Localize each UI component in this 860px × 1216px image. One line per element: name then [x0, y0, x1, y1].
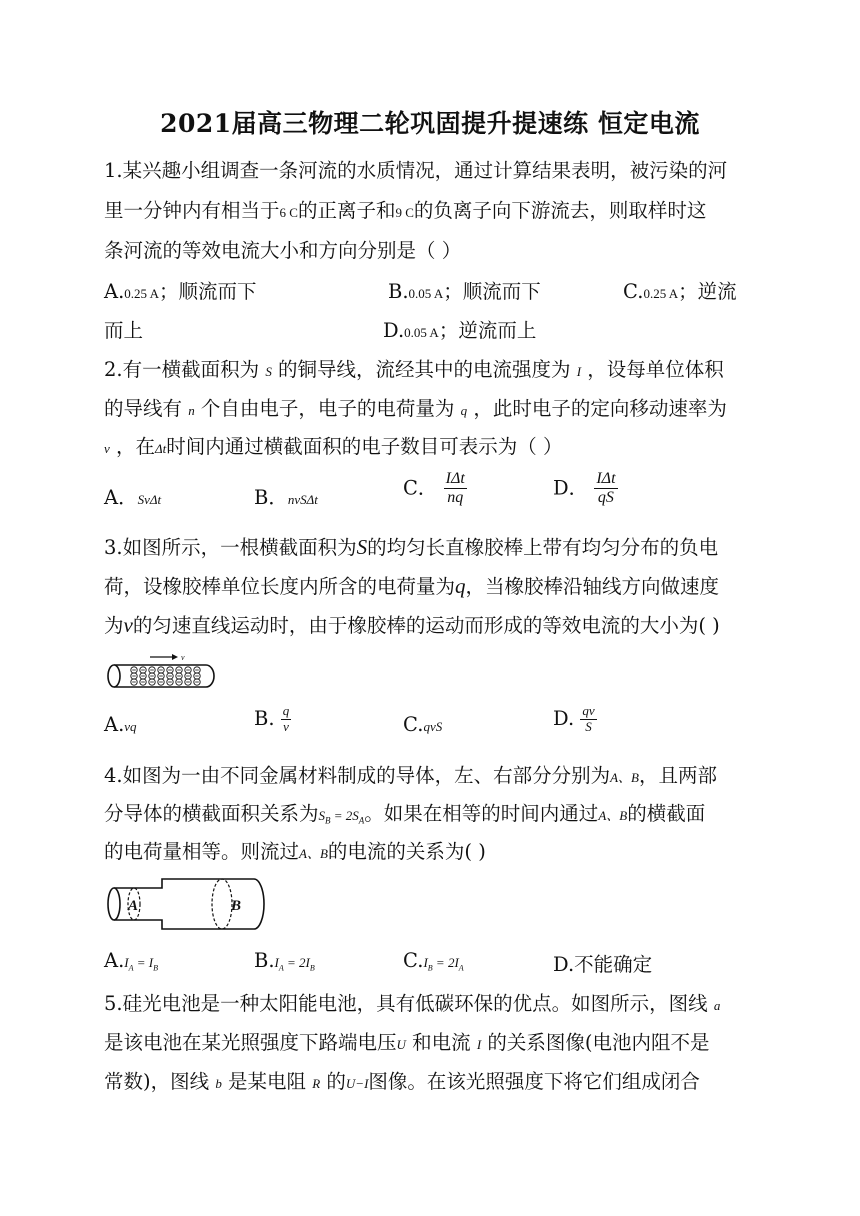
option-label: C.	[623, 280, 644, 303]
option-label: C.	[403, 949, 424, 972]
option-fraction	[281, 704, 292, 735]
option-expression: $I_A = I_B$	[124, 955, 159, 973]
q1-line-3: 条河流的等效电流大小和方向分别是（ ）	[104, 239, 462, 262]
q2-option-c[interactable]	[403, 470, 467, 508]
symbol-ab: A、B	[299, 846, 328, 861]
conductor-figure	[104, 874, 270, 934]
option-text: ；顺流而下	[158, 280, 257, 303]
q1-text: 的负离子向下游流去，则取样时这	[413, 199, 707, 222]
q4-line-3	[104, 836, 486, 864]
q4-option-d[interactable]	[553, 949, 652, 977]
q4-text: 的电荷量相等。则流过	[104, 840, 300, 863]
velocity-arrowhead	[172, 654, 178, 660]
symbol-u: U	[396, 1037, 406, 1052]
q2-text: ，此时电子的定向移动速率为	[473, 397, 727, 420]
q4-text: 分导体的横截面积关系为	[104, 802, 319, 825]
q1-charge-positive: 6 C	[279, 205, 298, 220]
velocity-label: v	[181, 653, 185, 662]
q2-line-3	[104, 431, 562, 459]
q4-text: 4.如图为一由不同金属材料制成的导体，左、右部分分别为	[104, 764, 611, 787]
symbol-delta-t: Δt	[155, 441, 167, 456]
q4-option-a[interactable]	[104, 949, 158, 973]
q3-option-b[interactable]	[254, 704, 291, 735]
symbol-q: q	[460, 403, 468, 418]
q2-text: ，设每单位体积	[587, 358, 724, 381]
symbol-u-i: U−I	[345, 1076, 369, 1091]
option-expression: $I_B = 2I_A$	[423, 955, 464, 973]
option-fraction	[580, 704, 596, 735]
option-label: D.	[553, 953, 575, 976]
q2-text: 的铜导线，流经其中的电流强度为	[278, 358, 571, 381]
q5-text: 是某电阻	[228, 1070, 307, 1093]
q1-text: 里一分钟内有相当于	[104, 199, 280, 222]
rubber-rod-figure	[104, 652, 218, 692]
q3-option-a[interactable]	[104, 713, 137, 736]
option-label: C．	[403, 476, 438, 500]
q3-text: 3.如图所示，一根横截面积为	[104, 536, 357, 559]
q5-text: 5.硅光电池是一种太阳能电池，具有低碳环保的优点。如图所示，图线	[104, 992, 708, 1015]
q5-line-3	[104, 1066, 700, 1094]
q2-text: 2.有一横截面积为	[104, 358, 260, 381]
q1-option-a[interactable]	[104, 276, 256, 304]
option-label: A.	[104, 280, 125, 303]
option-text: ；逆流	[678, 280, 737, 303]
fraction-numerator: IΔt	[444, 470, 467, 489]
q4-line-2	[104, 798, 705, 826]
q5-text: 的关系图像(电池内阻不是	[487, 1031, 710, 1054]
fraction-numerator: q	[282, 703, 290, 718]
option-expression: nvSΔt	[287, 492, 318, 507]
option-label: D．	[553, 476, 589, 500]
q2-text: 时间内通过横截面积的电子数目可表示为（ ）	[166, 435, 563, 458]
option-fraction	[444, 470, 467, 508]
page-title: 2021届高三物理二轮巩固提升提速练 恒定电流	[160, 109, 700, 138]
q2-line-1	[104, 354, 724, 382]
q3-text: ，当橡胶棒沿轴线方向做速度	[465, 575, 720, 598]
q1-option-b[interactable]	[388, 276, 541, 304]
option-label: D.	[553, 706, 575, 730]
symbol-q: q	[455, 574, 466, 598]
option-value: 0.25 A	[124, 286, 159, 301]
symbol-ab: A、B	[598, 808, 628, 823]
area-relation: $S_B = 2S_A$	[318, 808, 365, 826]
option-label: B．	[254, 486, 288, 509]
option-expression: qvS	[423, 719, 443, 734]
label-b: B	[231, 898, 242, 914]
q3-line-1	[104, 532, 718, 560]
left-end	[108, 888, 120, 920]
symbol-i: I	[576, 364, 582, 379]
q5-text: 是该电池在某光照强度下路端电压	[104, 1031, 397, 1054]
option-label: A.	[104, 949, 125, 972]
q5-text: 图像。在该光照强度下将它们组成闭合	[368, 1070, 700, 1093]
q2-text: ，在	[115, 435, 155, 458]
q1-option-c[interactable]	[623, 276, 737, 304]
option-text: ；逆流而上	[438, 319, 537, 342]
fraction-numerator: IΔt	[594, 470, 617, 489]
symbol-n: n	[188, 403, 195, 418]
q4-text: 的横截面	[627, 802, 706, 825]
option-expression: vq	[124, 719, 137, 734]
q3-line-3	[104, 610, 720, 638]
fraction-denominator: v	[283, 718, 289, 734]
option-label: B.	[254, 949, 275, 972]
q1-option-c-continued: 而上	[104, 319, 144, 342]
option-value: 0.25 A	[643, 286, 679, 301]
symbol-ab: A、B	[610, 770, 639, 785]
q3-option-d[interactable]	[553, 704, 597, 735]
fraction-denominator: nq	[447, 489, 464, 507]
fraction-numerator: qv	[582, 703, 595, 718]
label-a: A	[128, 898, 139, 914]
option-fraction	[594, 470, 617, 508]
q1-line-1: 1.某兴趣小组调查一条河流的水质情况，通过计算结果表明，被污染的河	[104, 159, 728, 182]
q4-text: 的电流的关系为( )	[327, 840, 486, 863]
q3-text: 的均匀长直橡胶棒上带有均匀分布的负电	[367, 536, 719, 559]
q5-line-1	[104, 988, 720, 1016]
symbol-i: I	[476, 1037, 482, 1052]
fraction-denominator: S	[585, 718, 592, 734]
option-label: A．	[104, 486, 138, 509]
option-text: 不能确定	[574, 953, 653, 976]
q2-text: 个自由电子，电子的电荷量为	[200, 397, 455, 420]
option-label: C.	[403, 713, 424, 736]
q5-line-2	[104, 1027, 709, 1055]
symbol-r: R	[312, 1076, 321, 1091]
q1-text: 的正离子和	[297, 199, 396, 222]
option-label: B.	[254, 706, 275, 730]
q4-text: ，且两部	[639, 764, 718, 787]
symbol-a: a	[713, 998, 721, 1013]
symbol-s: S	[356, 535, 368, 559]
section-b-ellipse	[212, 879, 232, 929]
fraction-denominator: qS	[597, 489, 614, 507]
q2-option-b[interactable]	[254, 482, 318, 510]
q3-line-2	[104, 571, 719, 599]
q1-option-d[interactable]	[383, 315, 536, 343]
rod-end	[108, 665, 120, 687]
q2-line-2	[104, 393, 727, 421]
option-expression: $I_A = 2I_B$	[274, 955, 315, 973]
q4-option-b[interactable]	[254, 949, 315, 973]
q3-text: 荷，设橡胶棒单位长度内所含的电荷量为	[104, 575, 456, 598]
option-label: A.	[104, 713, 125, 736]
q3-option-c[interactable]	[403, 713, 442, 736]
symbol-v: v	[123, 613, 133, 637]
symbol-b: b	[215, 1076, 222, 1091]
q3-text: 的匀速直线运动时，由于橡胶棒的运动而形成的等效电流的大小为( )	[132, 614, 720, 637]
q2-option-d[interactable]	[553, 470, 618, 508]
option-text: ；顺流而下	[443, 280, 541, 303]
option-value: 0.05 A	[408, 286, 444, 301]
q1-charge-negative: 9 C	[395, 205, 414, 220]
option-label: D.	[383, 319, 405, 342]
symbol-v: v	[104, 441, 110, 456]
option-label: B.	[388, 280, 409, 303]
q4-text: 。如果在相等的时间内通过	[364, 802, 599, 825]
option-value: 0.05 A	[404, 325, 439, 340]
q3-text: 为	[104, 614, 124, 637]
q5-text: 常数)，图线	[104, 1070, 210, 1093]
q5-text: 的	[326, 1070, 346, 1093]
q2-option-a[interactable]	[104, 482, 161, 510]
q1-line-2	[104, 195, 706, 223]
symbol-s: S	[265, 364, 272, 379]
q4-option-c[interactable]	[403, 949, 464, 973]
option-expression: SvΔt	[137, 492, 162, 507]
q5-text: 和电流	[412, 1031, 471, 1054]
q2-text: 的导线有	[104, 397, 183, 420]
q4-line-1	[104, 760, 717, 788]
negative-charges	[131, 667, 200, 685]
